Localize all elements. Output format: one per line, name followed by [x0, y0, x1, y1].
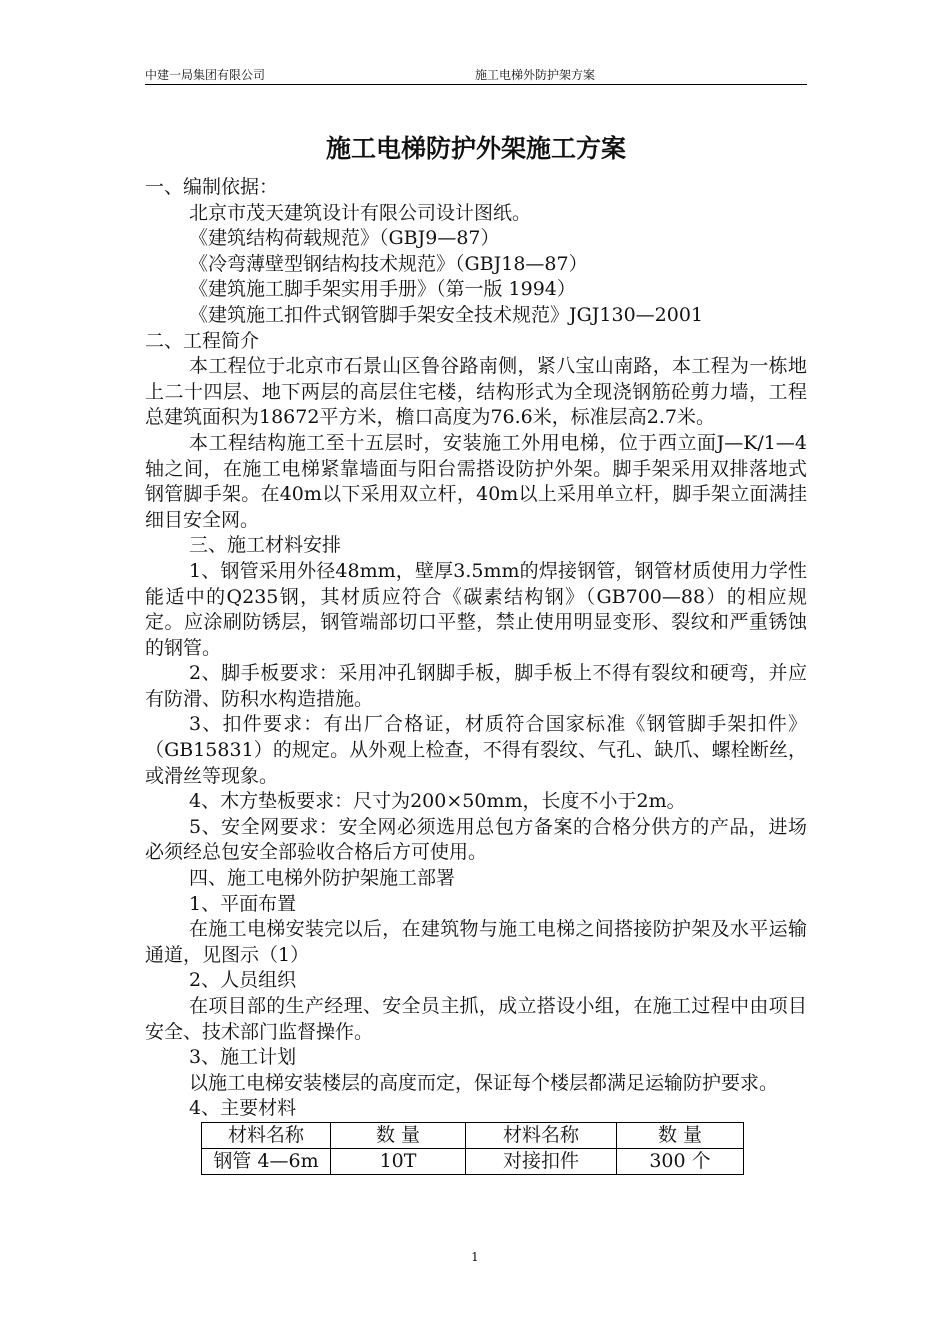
section-heading: 二、工程简介	[145, 329, 260, 352]
materials-table	[201, 1122, 744, 1175]
header-divider	[145, 84, 807, 85]
paragraph: 在项目部的生产经理、安全员主抓，成立搭设小组，在施工过程中由项目安全、技术部门监督操作。	[145, 995, 807, 1043]
paragraph: 4、木方垫板要求：尺寸为200×50mm，长度不小于2m。	[189, 790, 686, 813]
table-header-cell: 材料名称	[466, 1122, 617, 1148]
reference-item: 北京市茂天建筑设计有限公司设计图纸。	[189, 201, 532, 224]
reference-item: 《冷弯薄壁型钢结构技术规范》（GBJ18—87）	[189, 252, 588, 275]
table-header-cell: 数 量	[617, 1122, 744, 1148]
page-number: 1	[471, 1250, 479, 1264]
page-header	[145, 66, 807, 84]
subsection-heading: 1、平面布置	[189, 892, 297, 915]
table-header-cell: 材料名称	[202, 1122, 331, 1148]
table-cell: 10T	[331, 1148, 466, 1174]
section-heading: 三、施工材料安排	[189, 534, 342, 557]
table-cell: 对接扣件	[466, 1148, 617, 1174]
paragraph: 2、脚手板要求：采用冲孔钢脚手板，脚手板上不得有裂纹和硬弯，并应有防滑、防积水构造措施。	[145, 662, 807, 710]
paragraph: 1、钢管采用外径48mm，壁厚3.5mm的焊接钢管，钢管材质使用力学性能适中的Q235钢，其材质应符合《碳素结构钢》（GB700—88）的相应规定。应涂刷防锈层，钢管端部切口平整，禁止使用明显变形、裂纹和严重锈蚀的钢管。	[145, 559, 807, 659]
paragraph: 本工程结构施工至十五层时，安装施工外用电梯，位于西立面J—K/1—4轴之间，在施工电梯紧靠墙面与阳台需搭设防护外架。脚手架采用双排落地式钢管脚手架。在40m以下采用双立杆，40m以上采用单立杆，脚手架立面满挂细目安全网。	[145, 431, 807, 531]
section-heading: 四、施工电梯外防护架施工部署	[189, 867, 456, 890]
paragraph: 5、安全网要求：安全网必须选用总包方备案的合格分供方的产品，进场必须经总包安全部验收合格后方可使用。	[145, 815, 807, 864]
header-company: 中建一局集团有限公司	[145, 68, 266, 82]
paragraph: 本工程位于北京市石景山区鲁谷路南侧，紧八宝山南路，本工程为一栋地上二十四层、地下两层的高层住宅楼，结构形式为全现浇钢筋砼剪力墙，工程总建筑面积为18672平方米，檐口高度为76.6米，标准层高2.7米。	[145, 355, 807, 429]
table-cell: 300 个	[617, 1148, 744, 1174]
table-cell: 钢管 4—6m	[202, 1148, 331, 1174]
subsection-heading: 3、施工计划	[189, 1046, 297, 1069]
section-heading: 一、编制依据：	[145, 176, 279, 198]
reference-item: 《建筑施工脚手架实用手册》（第一版 1994）	[189, 278, 576, 301]
reference-item: 《建筑结构荷载规范》（GBJ9—87）	[189, 227, 500, 250]
table-header-cell: 数 量	[331, 1122, 466, 1148]
subsection-heading: 2、人员组织	[189, 969, 297, 992]
table-header-row	[202, 1122, 744, 1148]
document-body	[145, 175, 807, 1175]
document-title: 施工电梯防护外架施工方案	[325, 134, 626, 163]
paragraph: 在施工电梯安装完以后，在建筑物与施工电梯之间搭接防护架及水平运输通道，见图示（1）	[145, 918, 807, 966]
reference-item: 《建筑施工扣件式钢管脚手架安全技术规范》JGJ130—2001	[189, 303, 704, 326]
paragraph: 3、扣件要求：有出厂合格证，材质符合国家标准《钢管脚手架扣件》（GB15831）的规定。从外观上检查，不得有裂纹、气孔、缺爪、螺栓断丝，或滑丝等现象。	[145, 713, 807, 787]
paragraph: 以施工电梯安装楼层的高度而定，保证每个楼层都满足运输防护要求。	[189, 1071, 779, 1094]
subsection-heading: 4、主要材料	[189, 1097, 297, 1120]
header-doc-title: 施工电梯外防护架方案	[475, 68, 596, 82]
table-row	[202, 1148, 744, 1174]
